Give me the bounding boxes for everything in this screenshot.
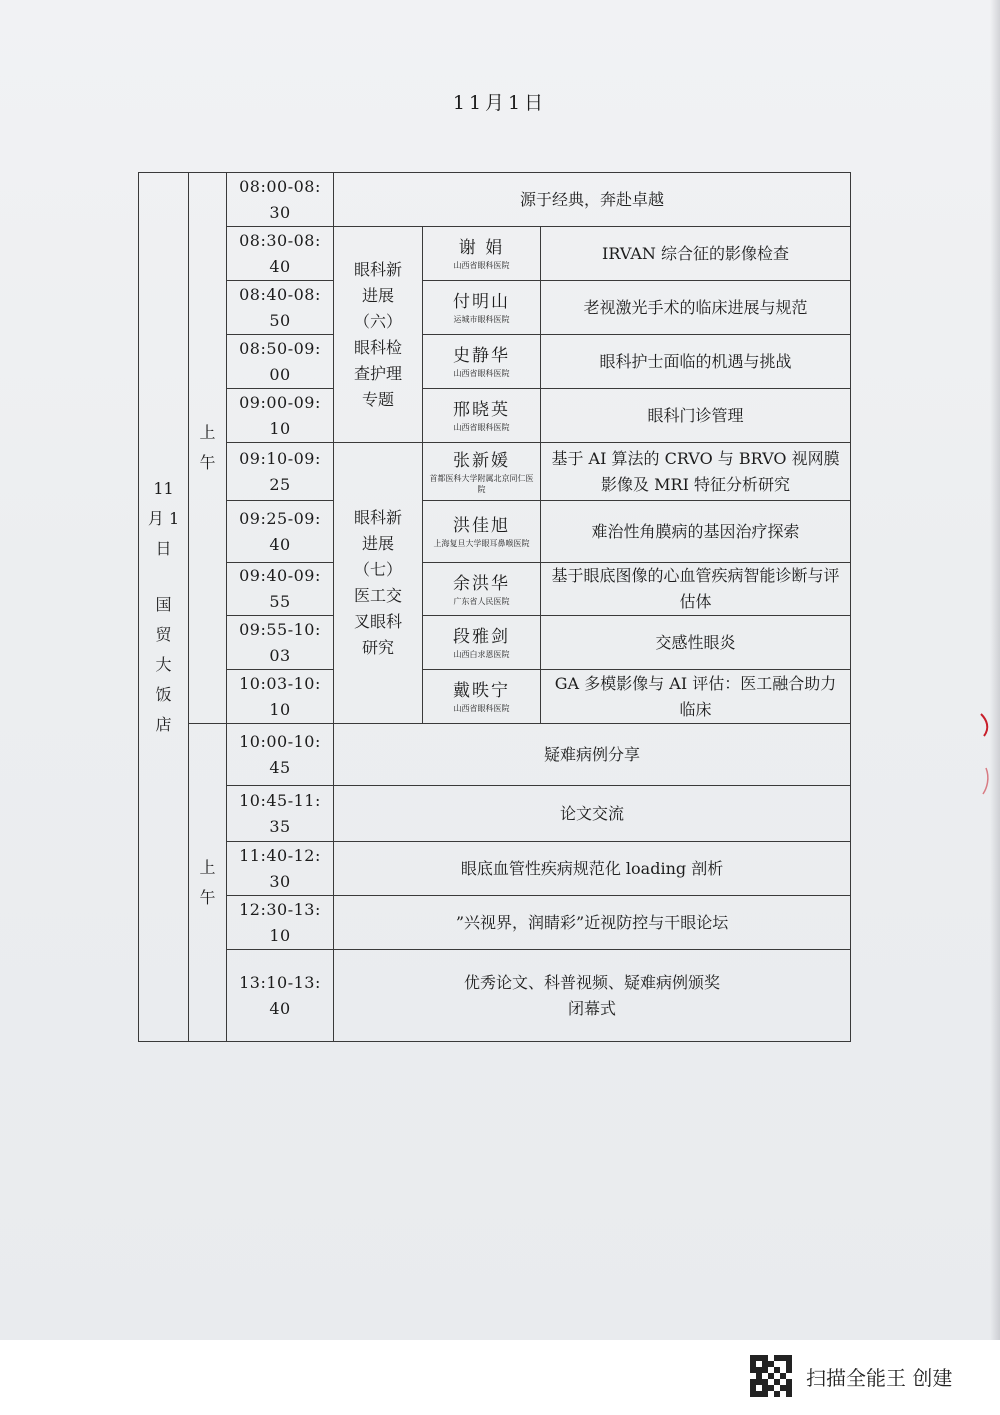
session-line: 眼科新: [353, 259, 402, 279]
time-line: 40: [269, 256, 291, 276]
speaker-cell: [423, 389, 541, 443]
topic-cell: 眼科护士面临的机遇与挑战: [541, 335, 851, 389]
time-line: 35: [269, 816, 291, 836]
time-line: 10: [269, 418, 291, 438]
time-line: 12:30-13:: [239, 899, 321, 919]
table-row: [139, 443, 851, 501]
session-line: 叉眼科: [353, 612, 402, 631]
table-row: [139, 335, 851, 389]
time-line: 55: [269, 592, 291, 611]
time-line: 09:55-10:: [239, 619, 321, 639]
date-venue-cell: [139, 173, 189, 1042]
table-row: [139, 842, 851, 896]
time-line: 08:00-08:: [239, 176, 321, 196]
speaker-name: 付明山: [453, 292, 510, 312]
paper-edge-shadow: [990, 0, 1000, 1340]
date-col-line: 贸: [155, 625, 172, 644]
time-cell: [227, 227, 334, 281]
time-cell: [227, 616, 334, 670]
time-line: 09:10-09:: [239, 448, 321, 468]
session-line: 查护理: [353, 363, 402, 383]
time-line: 10:45-11:: [239, 790, 321, 810]
table-row: [139, 173, 851, 227]
topic-line: 闭幕式: [568, 998, 617, 1018]
time-cell: [227, 786, 334, 842]
session-line: （六）: [353, 311, 402, 331]
topic-cell: 基于眼底图像的心血管疾病智能诊断与评估体: [541, 563, 851, 616]
scanner-watermark: [750, 1353, 952, 1399]
session-cell-7: [334, 443, 423, 724]
speaker-org: 山西省眼科医院: [453, 369, 510, 378]
time-line: 30: [269, 202, 291, 222]
speaker-org: 山西省眼科医院: [453, 261, 510, 270]
date-col-line: 饭: [155, 685, 172, 704]
page-title: 11月1日: [452, 92, 548, 114]
qr-code-icon: [750, 1355, 792, 1397]
time-cell: [227, 563, 334, 616]
speaker-cell: [423, 563, 541, 616]
time-cell: [227, 950, 334, 1042]
session-line: 专题: [361, 389, 394, 409]
table-row: [139, 724, 851, 786]
period-cell-am-2: [189, 724, 227, 1042]
speaker-org: 山西省眼科医院: [453, 423, 510, 432]
time-line: 10: [269, 699, 291, 719]
session-line: 研究: [361, 638, 394, 657]
topic-cell: ”兴视界，润睛彩”近视防控与干眼论坛: [334, 896, 851, 950]
date-col-spacer: [139, 564, 188, 590]
topic-cell: 基于 AI 算法的 CRVO 与 BRVO 视网膜影像及 MRI 特征分析研究: [541, 443, 851, 501]
speaker-cell: [423, 443, 541, 501]
topic-line: 优秀论文、科普视频、疑难病例颁奖: [464, 972, 721, 992]
topic-cell: 源于经典，奔赴卓越: [334, 173, 851, 227]
time-line: 09:40-09:: [239, 566, 321, 585]
time-line: 03: [269, 645, 291, 665]
date-col-line: 大: [155, 655, 172, 674]
speaker-cell: [423, 227, 541, 281]
time-line: 09:25-09:: [239, 508, 321, 528]
speaker-org: 运城市眼科医院: [453, 315, 510, 324]
speaker-org: 山西省眼科医院: [453, 704, 510, 713]
topic-cell: 眼底血管性疾病规范化 loading 剖析: [334, 842, 851, 896]
topic-cell: GA 多模影像与 AI 评估：医工融合助力临床: [541, 670, 851, 724]
session-line: 进展: [361, 534, 394, 553]
speaker-name: 谢 娟: [458, 238, 505, 258]
table-row: [139, 786, 851, 842]
table-row: [139, 563, 851, 616]
table-row: [139, 950, 851, 1042]
time-line: 50: [269, 310, 291, 330]
time-cell: [227, 389, 334, 443]
time-cell: [227, 670, 334, 724]
time-cell: [227, 173, 334, 227]
time-line: 11:40-12:: [239, 845, 321, 865]
time-line: 08:30-08:: [239, 230, 321, 250]
table-row: [139, 501, 851, 563]
speaker-cell: [423, 670, 541, 724]
table-row: [139, 616, 851, 670]
speaker-name: 洪佳旭: [453, 516, 510, 536]
topic-cell: 老视激光手术的临床进展与规范: [541, 281, 851, 335]
speaker-name: 余洪华: [453, 573, 510, 594]
topic-cell: IRVAN 综合征的影像检查: [541, 227, 851, 281]
topic-cell: 疑难病例分享: [334, 724, 851, 786]
time-cell: [227, 896, 334, 950]
schedule-table: [138, 172, 851, 1042]
speaker-org: 山西白求恩医院: [453, 650, 510, 659]
table-row: [139, 389, 851, 443]
speaker-cell: [423, 501, 541, 563]
session-line: 医工交: [353, 586, 402, 605]
topic-cell: 论文交流: [334, 786, 851, 842]
speaker-org: 上海复旦大学眼耳鼻喉医院: [433, 539, 530, 548]
speaker-name: 邢晓英: [453, 400, 510, 420]
speaker-name: 史静华: [453, 346, 510, 366]
table-row: [139, 896, 851, 950]
period-char: 上: [199, 423, 216, 442]
topic-cell: [334, 950, 851, 1042]
date-col-line: 店: [155, 715, 172, 734]
time-line: 08:40-08:: [239, 284, 321, 304]
speaker-cell: [423, 281, 541, 335]
time-cell: [227, 842, 334, 896]
session-line: （七）: [353, 560, 402, 579]
time-cell: [227, 501, 334, 563]
table-row: [139, 227, 851, 281]
time-line: 10: [269, 925, 291, 945]
session-line: 眼科新: [353, 508, 402, 527]
speaker-cell: [423, 616, 541, 670]
time-line: 25: [269, 474, 291, 494]
speaker-org: 首都医科大学附属北京同仁医院: [429, 473, 534, 494]
time-line: 45: [269, 757, 291, 777]
red-ink-mark: [978, 708, 992, 798]
session-cell-6: [334, 227, 423, 443]
time-line: 13:10-13:: [239, 972, 321, 992]
time-line: 10:00-10:: [239, 731, 321, 751]
table-row: [139, 670, 851, 724]
topic-cell: 眼科门诊管理: [541, 389, 851, 443]
time-line: 00: [269, 364, 291, 384]
time-cell: [227, 335, 334, 389]
date-col-line: 国: [155, 595, 172, 614]
topic-cell: 交感性眼炎: [541, 616, 851, 670]
period-char: 上: [199, 857, 216, 877]
period-cell-am-1: [189, 173, 227, 724]
speaker-name: 戴昳宁: [453, 681, 510, 701]
time-line: 40: [269, 534, 291, 554]
period-char: 午: [199, 453, 216, 472]
session-line: 进展: [361, 285, 394, 305]
speaker-org: 广东省人民医院: [453, 596, 510, 606]
time-line: 09:00-09:: [239, 392, 321, 412]
speaker-cell: [423, 335, 541, 389]
date-col-line: 日: [155, 539, 172, 558]
time-line: 40: [269, 998, 291, 1018]
speaker-name: 张新媛: [453, 450, 510, 471]
time-line: 08:50-09:: [239, 338, 321, 358]
time-cell: [227, 724, 334, 786]
speaker-name: 段雅剑: [453, 627, 510, 647]
time-cell: [227, 281, 334, 335]
period-char: 午: [199, 887, 216, 907]
time-line: 10:03-10:: [239, 673, 321, 693]
date-col-line: 11: [153, 479, 174, 498]
topic-cell: 难治性角膜病的基因治疗探索: [541, 501, 851, 563]
date-col-line: 月 1: [147, 509, 180, 528]
time-line: 30: [269, 871, 291, 891]
time-cell: [227, 443, 334, 501]
table-row: [139, 281, 851, 335]
scanner-watermark-text: 扫描全能王 创建: [806, 1365, 953, 1390]
session-line: 眼科检: [353, 337, 402, 357]
